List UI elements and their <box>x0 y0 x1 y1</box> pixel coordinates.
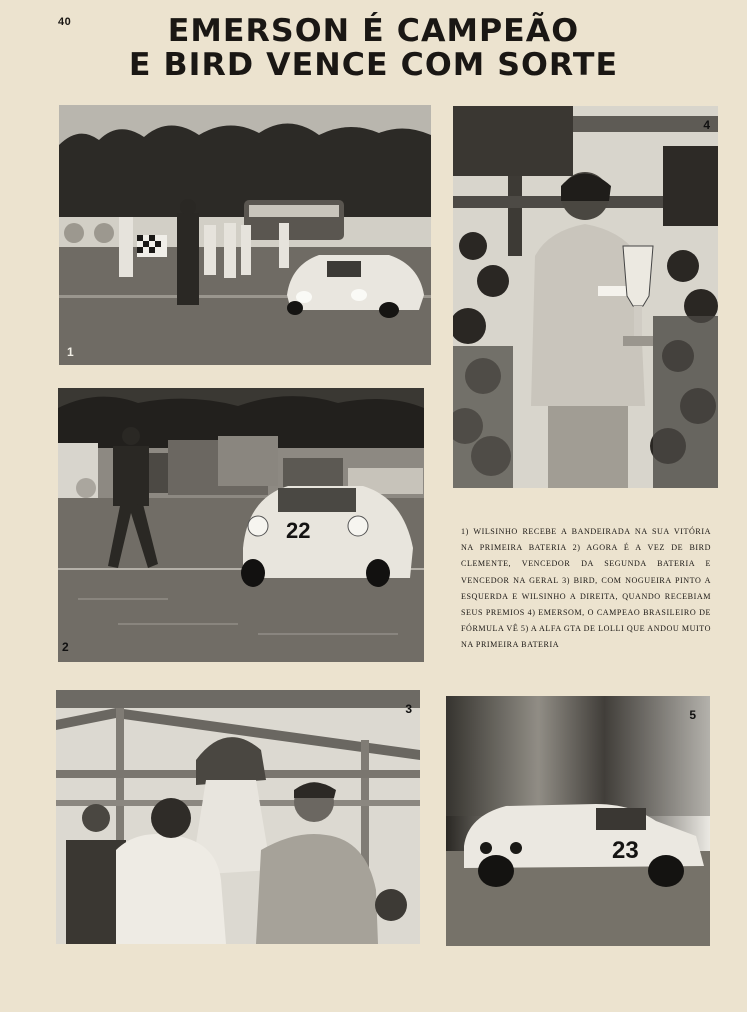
photo-5-alfa-gta-23 <box>446 696 710 946</box>
photo-4-number: 4 <box>703 118 710 132</box>
photo-4-image <box>453 106 718 488</box>
photo-3-number: 3 <box>405 702 412 716</box>
photo-5-car-number: 23 <box>612 837 639 864</box>
headline-line-2: E BIRD VENCE COM SORTE <box>128 47 619 83</box>
photo-2-image <box>58 388 424 662</box>
photo-2-car-number: 22 <box>286 518 311 543</box>
photo-1-checkered-flag <box>59 105 431 365</box>
photo-2-car-22 <box>58 388 424 662</box>
page-number: 40 <box>58 16 72 28</box>
photo-1-number: 1 <box>67 345 74 359</box>
photo-5-image <box>446 696 710 946</box>
photo-5-number: 5 <box>689 708 696 722</box>
photo-3-image <box>56 690 420 944</box>
photo-4-emerson-trophy <box>453 106 718 488</box>
photo-2-number: 2 <box>62 640 69 654</box>
headline-line-1: EMERSON É CAMPEÃO <box>167 13 580 49</box>
photo-3-podium <box>56 690 420 944</box>
photo-1-image <box>59 105 431 365</box>
headline <box>0 14 747 82</box>
caption: 1) WILSINHO RECEBE A BANDEIRADA NA SUA VITÓRIA NA PRIMEIRA BATERIA 2) AGORA É A VEZ DE BIRD CLEMENTE, VENCEDOR DA SEGUNDA BATERIA E VENCEDOR NA GERAL 3) BIRD, COM NOGUEIRA PINTO A ESQUERDA E WILSINHO A DIREITA, QUANDO RECEBIAM SEUS PREMIOS 4) EMERSOM, O CAMPEAO BRASILEIRO DE FÓRMULA VÊ 5) A ALFA GTA DE LOLLI QUE ANDOU MUITO NA PRIMEIRA BATERIA <box>461 527 711 650</box>
